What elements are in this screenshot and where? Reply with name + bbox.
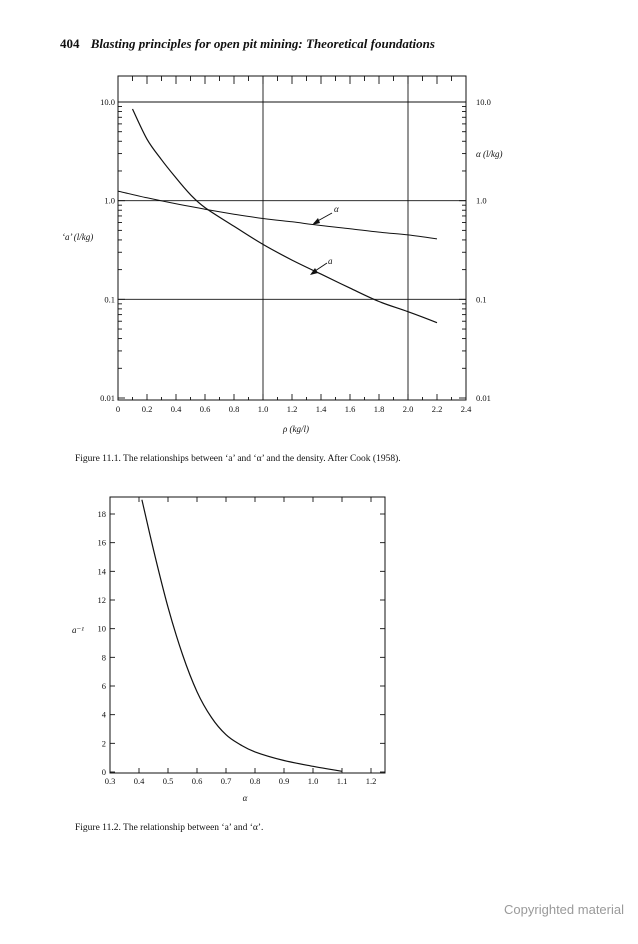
- running-title: Blasting principles for open pit mining: Theoretical foundations: [90, 36, 435, 51]
- fig1-y-axis-label-left: ‘a’ (l/kg): [62, 232, 94, 242]
- fig1-x-tick-label: 0: [115, 404, 121, 414]
- fig1-plot-frame: [118, 76, 466, 400]
- fig1-y-tick-label-left: 1.0: [104, 195, 115, 206]
- fig1-gridlines: [118, 76, 466, 400]
- fig2-x-tick-label: 0.8: [249, 776, 261, 786]
- fig1-curve-alpha: [118, 191, 437, 239]
- fig2-y-tick-label: 18: [97, 509, 106, 519]
- fig2-x-tick-label: 0.3: [104, 776, 116, 786]
- fig1-y-tick-label-left: 10.0: [100, 97, 115, 107]
- fig1-y-axis-label-right: α (l/kg): [476, 149, 503, 159]
- fig2-y-tick-label: 6: [101, 681, 106, 691]
- fig1-y-tick-label-right: 0.1: [476, 294, 487, 305]
- fig1-annotation-alpha: [312, 204, 339, 225]
- fig2-y-tick-label: 4: [101, 709, 106, 720]
- fig1-x-tick-label: 2.0: [402, 404, 414, 414]
- fig2-y-tick-label: 10: [97, 623, 106, 634]
- fig1-label-a: a: [328, 256, 333, 266]
- fig1-x-tick-label: 1.4: [315, 404, 327, 414]
- fig2-y-tick-label: 12: [97, 595, 106, 605]
- fig2-x-tick-label: 1.1: [336, 776, 348, 786]
- fig2-x-tick-label: 0.7: [220, 776, 232, 786]
- figure-11-1-caption: Figure 11.1. The relationships between ‘a’ and ‘α’ and the density. After Cook (1958).: [75, 454, 401, 464]
- fig1-y-tick-label-right: 1.0: [476, 195, 487, 206]
- fig2-x-tick-label: 1.0: [307, 776, 319, 786]
- fig1-ticks: [100, 76, 491, 414]
- fig2-y-tick-label: 0: [101, 767, 106, 777]
- figure-11-2-caption: Figure 11.2. The relationship between ‘a’ and ‘α’.: [75, 823, 264, 833]
- fig1-x-tick-label: 2.2: [431, 404, 443, 414]
- fig2-x-tick-label: 0.4: [133, 776, 145, 786]
- fig1-x-axis-label: ρ (kg/l): [282, 424, 310, 434]
- fig2-y-tick-label: 8: [101, 652, 106, 663]
- fig2-curve: [142, 500, 342, 772]
- fig1-annotation-a: [310, 256, 333, 275]
- fig1-arrowhead-alpha: [312, 218, 320, 225]
- fig2-y-tick-label: 14: [97, 566, 106, 577]
- page-number: 404: [60, 36, 80, 51]
- fig2-x-tick-label: 1.2: [365, 776, 377, 786]
- fig1-curve-a: [133, 109, 438, 323]
- fig1-x-tick-label: 1.6: [344, 404, 356, 414]
- fig1-x-tick-label: 0.4: [170, 404, 182, 414]
- fig2-x-tick-label: 0.9: [278, 776, 290, 786]
- fig2-x-tick-label: 0.6: [191, 776, 203, 786]
- figure-11-2-chart: [0, 470, 638, 840]
- fig1-y-tick-label-left: 0.1: [104, 294, 115, 305]
- fig2-x-tick-label: 0.5: [162, 776, 174, 786]
- fig1-x-tick-label: 1.8: [373, 404, 385, 414]
- fig1-x-tick-label: 1.0: [257, 404, 269, 414]
- fig2-x-axis-label: α: [242, 793, 248, 803]
- fig2-y-axis-label: a⁻¹: [72, 625, 84, 635]
- fig1-y-tick-label-right: 10.0: [476, 97, 491, 107]
- copyright-watermark: Copyrighted material: [504, 902, 624, 917]
- fig1-x-tick-label: 0.8: [228, 404, 240, 414]
- fig1-x-tick-label: 0.2: [141, 404, 153, 414]
- fig2-y-tick-label: 16: [97, 537, 106, 548]
- fig1-y-tick-label-right: 0.01: [476, 393, 491, 403]
- fig1-y-tick-label-left: 0.01: [100, 393, 115, 403]
- fig1-label-alpha: α: [334, 204, 339, 214]
- fig2-ticks: [98, 497, 386, 786]
- figure-11-1-chart: [0, 0, 638, 450]
- fig1-x-tick-label: 0.6: [199, 404, 211, 414]
- fig1-x-tick-label: 2.4: [460, 404, 472, 414]
- fig1-x-tick-label: 1.2: [286, 404, 298, 414]
- fig2-y-tick-label: 2: [101, 738, 106, 749]
